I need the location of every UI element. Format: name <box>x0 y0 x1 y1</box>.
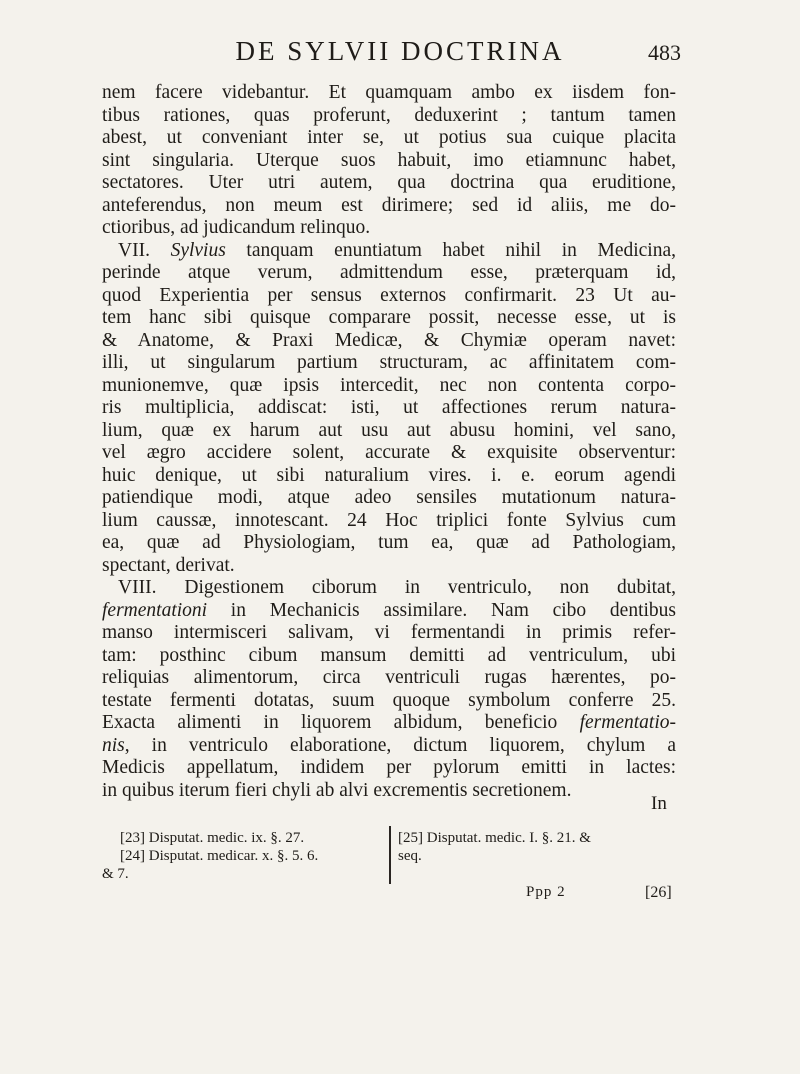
body-line: illi, ut singularum partium structuram, ac affinitatem com- <box>102 352 676 373</box>
body-line: abest, ut conveniant inter se, ut potius sua cuique placita <box>102 127 676 148</box>
body-line: vel ægro accidere solent, accurate & exquisite observentur: <box>102 442 676 463</box>
body-line: nem facere videbantur. Et quamquam ambo ex iisdem fon- <box>102 82 676 103</box>
body-line: perinde atque verum, admittendum esse, præterquam id, <box>102 262 676 283</box>
body-line: lium, quæ ex harum aut usu aut abusu homini, vel sano, <box>102 419 676 441</box>
signature-mark: Ppp 2 <box>526 884 566 900</box>
body-line: munionemve, quæ ipsis intercedit, nec non contenta corpo- <box>102 374 676 396</box>
running-title: DE SYLVII DOCTRINA <box>235 36 565 66</box>
body-line: patiendique modi, atque adeo sensiles mutationum natura- <box>102 487 676 508</box>
body-line: ctioribus, ad judicandum relinquo. <box>102 217 371 238</box>
body-line: spectant, derivat. <box>102 554 235 576</box>
body-line: VIII. Digestionem ciborum in ventriculo, non dubitat, <box>118 577 676 598</box>
page-number: 483 <box>648 40 681 65</box>
body-line: sectatores. Uter utri autem, qua doctrina qua eruditione, <box>102 172 676 193</box>
body-line: lium caussæ, innotescant. 24 Hoc triplici fonte Sylvius cum <box>102 509 676 531</box>
body-line: Exacta alimenti in liquorem albidum, beneficio fermentatio- <box>102 712 676 733</box>
body-line: in quibus iterum fieri chyli ab alvi excrementis secretionem. <box>102 779 572 801</box>
footnote-23: [23] Disputat. medic. ix. §. 27. <box>120 830 305 846</box>
body-line: quod Experientia per sensus externos confirmarit. 23 Ut au- <box>102 284 676 306</box>
body-line: anteferendus, non meum est dirimere; sed id aliis, me do- <box>102 194 676 216</box>
body-line: fermentationi in Mechanicis assimilare. Nam cibo dentibus <box>102 599 676 621</box>
body-line: VII. Sylvius tanquam enuntiatum habet nihil in Medicina, <box>118 239 676 261</box>
footnote-column-divider <box>389 826 391 884</box>
footnote-25-continued: seq. <box>398 848 422 864</box>
body-line: tem hanc sibi quisque comparare possit, necesse esse, ut is <box>102 307 676 328</box>
catchword: In <box>651 793 667 814</box>
body-line: huic denique, ut sibi naturalium vires. i. e. eorum agendi <box>102 464 676 486</box>
body-line: & Anatome, & Praxi Medicæ, & Chymiæ operam navet: <box>102 329 676 351</box>
body-line: ea, quæ ad Physiologiam, tum ea, quæ ad Pathologiam, <box>102 532 676 553</box>
body-line: reliquias alimentorum, circa ventriculi rugas hærentes, po- <box>102 667 676 688</box>
body-line: manso intermisceri salivam, vi fermentandi in primis refer- <box>102 622 676 643</box>
footnote-24-continued: & 7. <box>102 866 129 882</box>
body-line: tibus rationes, quas proferunt, deduxerint ; tantum tamen <box>102 104 676 126</box>
footer-catchword: [26] <box>645 884 672 901</box>
body-line: ris multiplicia, addiscat: isti, ut affectiones rerum natura- <box>102 397 676 418</box>
body-line: testate fermenti dotatas, suum quoque symbolum conferre 25. <box>102 689 676 711</box>
body-line: Medicis appellatum, indidem per pylorum emitti in lactes: <box>102 757 676 778</box>
footnote-24: [24] Disputat. medicar. x. §. 5. 6. <box>120 848 319 864</box>
body-line: sint singularia. Uterque suos habuit, imo etiamnunc habet, <box>102 149 676 171</box>
body-line: nis, in ventriculo elaboratione, dictum liquorem, chylum a <box>102 734 676 756</box>
body-line: tam: posthinc cibum mansum demitti ad ventriculum, ubi <box>102 644 676 666</box>
footnote-25: [25] Disputat. medic. I. §. 21. & <box>398 830 591 846</box>
